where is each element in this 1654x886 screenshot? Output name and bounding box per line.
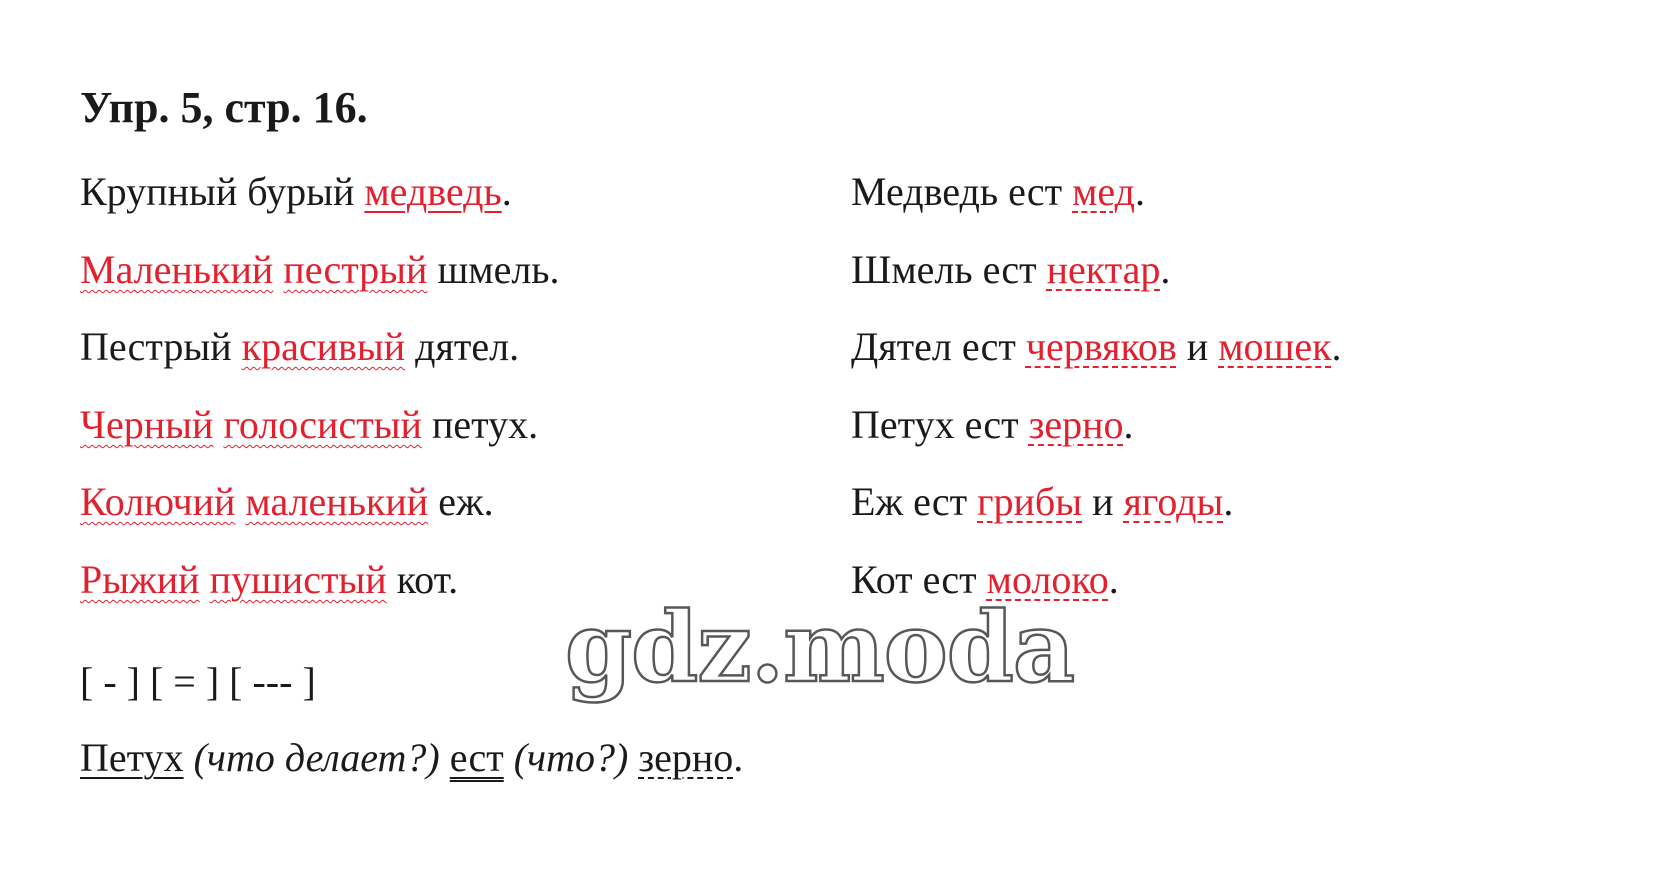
punctuation: . <box>483 479 494 524</box>
example-predicate: ест <box>449 735 504 780</box>
word: петух <box>431 402 529 447</box>
word: бурый <box>247 169 355 214</box>
left-sentence-6 <box>80 555 458 605</box>
example-object: зерно <box>638 735 734 780</box>
conjunction: и <box>1092 479 1114 524</box>
word: ест <box>961 324 1016 369</box>
example-subject: Петух <box>80 735 184 780</box>
punctuation: . <box>509 324 520 369</box>
attribute-word: красивый <box>241 324 406 369</box>
object-word: грибы <box>977 479 1083 524</box>
word: ест <box>913 479 968 524</box>
left-sentence-1 <box>80 167 512 217</box>
object-word: нектар <box>1046 247 1161 292</box>
word: кот <box>396 557 449 602</box>
object-word: мед <box>1072 169 1135 214</box>
word: Еж <box>851 479 904 524</box>
punctuation: . <box>1134 169 1145 214</box>
underline-legend: [ - ] [ = ] [ --- ] <box>80 659 316 704</box>
word: дятел <box>415 324 510 369</box>
object-word: ягоды <box>1123 479 1224 524</box>
attribute-word: Черный <box>80 402 214 447</box>
attribute-word: маленький <box>245 479 429 524</box>
left-sentence-5 <box>80 477 494 527</box>
punctuation: . <box>1160 247 1171 292</box>
word: Крупный <box>80 169 238 214</box>
punctuation: . <box>1331 324 1342 369</box>
left-sentence-2 <box>80 245 560 295</box>
word: ест <box>922 557 977 602</box>
word: ест <box>982 247 1037 292</box>
object-word: мошек <box>1218 324 1332 369</box>
attribute-word: пушистый <box>209 557 387 602</box>
word: Шмель <box>851 247 973 292</box>
left-sentence-3 <box>80 322 519 372</box>
word: еж <box>438 479 484 524</box>
attribute-word: пестрый <box>283 247 428 292</box>
right-sentence-4 <box>851 400 1134 450</box>
word: ест <box>964 402 1019 447</box>
object-word: червяков <box>1025 324 1177 369</box>
subject-word: медведь <box>364 169 502 214</box>
right-sentence-2 <box>851 245 1170 295</box>
punctuation: . <box>528 402 539 447</box>
punctuation: . <box>501 169 512 214</box>
object-word: зерно <box>1028 402 1124 447</box>
right-sentence-5 <box>851 477 1233 527</box>
example-sentence <box>80 733 743 783</box>
example-question: (что делает?) <box>193 735 440 780</box>
attribute-word: Рыжий <box>80 557 200 602</box>
right-sentence-1 <box>851 167 1145 217</box>
word: Пестрый <box>80 324 232 369</box>
right-sentence-3 <box>851 322 1342 372</box>
watermark-logo: gdz.moda <box>565 591 1075 704</box>
attribute-word: Маленький <box>80 247 274 292</box>
word: Петух <box>851 402 955 447</box>
word: Дятел <box>851 324 952 369</box>
example-question: (что?) <box>513 735 629 780</box>
word: шмель <box>437 247 550 292</box>
conjunction: и <box>1186 324 1209 369</box>
punctuation: . <box>733 735 744 780</box>
attribute-word: голосистый <box>223 402 422 447</box>
word: Кот <box>851 557 913 602</box>
exercise-title: Упр. 5, стр. 16. <box>80 83 368 132</box>
word: Медведь <box>851 169 999 214</box>
punctuation: . <box>1123 402 1134 447</box>
object-word: молоко <box>986 557 1109 602</box>
punctuation: . <box>549 247 560 292</box>
punctuation: . <box>1108 557 1119 602</box>
punctuation: . <box>1223 479 1234 524</box>
word: ест <box>1008 169 1063 214</box>
punctuation: . <box>448 557 459 602</box>
left-sentence-4 <box>80 400 538 450</box>
attribute-word: Колючий <box>80 479 236 524</box>
